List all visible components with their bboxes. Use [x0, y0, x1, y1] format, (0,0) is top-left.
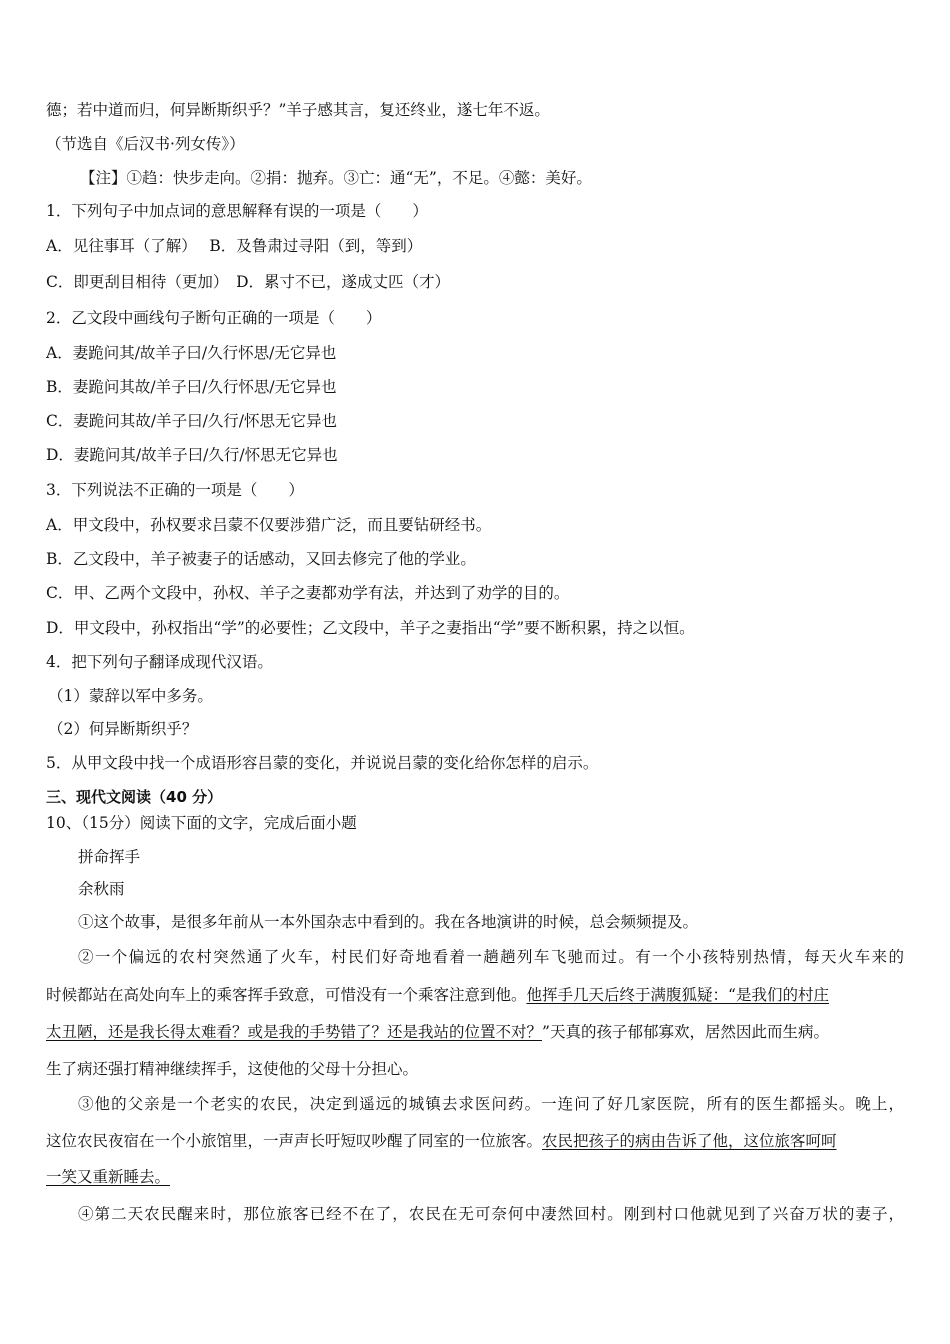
p2-underlined-text-cont: 太丑陋，还是我长得太难看？或是我的手势错了？还是我站的位置不对？	[46, 1023, 543, 1041]
article-author: 余秋雨	[78, 880, 125, 898]
question-3-option-b: B．乙文段中，羊子被妻子的话感动，又回去修完了他的学业。	[46, 550, 476, 568]
article-paragraph-1: ①这个故事，是很多年前从一本外国杂志中看到的。我在各地演讲的时候，总会频频提及。	[78, 913, 699, 931]
article-paragraph-4-line-1: ④第二天农民醒来时，那位旅客已经不在了，农民在无可奈何中凄然回村。刚到村口他就见到了兴奋万状的妻子，	[78, 1205, 904, 1223]
question-3-option-d: D．甲文段中，孙权指出“学”的必要性；乙文段中，羊子之妻指出“学”要不断积累，持之以恒。	[46, 619, 695, 637]
question-4-sentence-2: （2）何异断斯织乎？	[48, 720, 198, 738]
question-10-stem: 10、（15分）阅读下面的文字，完成后面小题	[46, 814, 357, 832]
question-2-option-a: A．妻跪问其/故羊子曰/久行怀思/无它异也	[46, 344, 337, 362]
passage-source: （节选自《后汉书·列女传》）	[46, 135, 245, 153]
question-2-option-b: B．妻跪问其故/羊子曰/久行怀思/无它异也	[46, 378, 337, 396]
p3-underlined-text: 农民把孩子的病由告诉了他，这位旅客呵呵	[542, 1132, 837, 1150]
p3-plain-text: 这位农民夜宿在一个小旅馆里，一声声长吁短叹吵醒了同室的一位旅客。	[46, 1132, 543, 1150]
question-3-option-a: A．甲文段中，孙权要求吕蒙不仅要涉猎广泛，而且要钻研经书。	[46, 516, 492, 534]
question-5: 5．从甲文段中找一个成语形容吕蒙的变化，并说说吕蒙的变化给你怎样的启示。	[46, 754, 599, 772]
article-paragraph-2-line-2	[46, 984, 829, 1006]
article-paragraph-3-line-2	[46, 1130, 837, 1152]
article-title: 拼命挥手	[78, 848, 141, 866]
question-3-option-c: C．甲、乙两个文段中，孙权、羊子之妻都劝学有法，并达到了劝学的目的。	[46, 584, 570, 602]
question-2-stem: 2．乙文段中画线句子断句正确的一项是（ ）	[46, 309, 382, 327]
section-3-heading: 三、现代文阅读（40 分）	[46, 788, 223, 806]
question-4-stem: 4．把下列句子翻译成现代汉语。	[46, 653, 273, 671]
passage-tail: 德；若中道而归，何异断斯织乎？”羊子感其言，复还终业，遂七年不返。	[46, 101, 550, 119]
question-1-options-ab: A．见往事耳（了解） B．及鲁肃过寻阳（到，等到）	[46, 237, 423, 255]
article-paragraph-2-line-1: ②一个偏远的农村突然通了火车，村民们好奇地看着一趟趟列车飞驰而过。有一个小孩特别热情，每天火车来的	[78, 948, 904, 966]
question-3-stem: 3．下列说法不正确的一项是（ ）	[46, 481, 304, 499]
p2-plain-text: 时候都站在高处向车上的乘客挥手致意，可惜没有一个乘客注意到他。	[46, 986, 527, 1004]
article-paragraph-3-line-1: ③他的父亲是一个老实的农民，决定到遥远的城镇去求医问药。一连问了好几家医院，所有的医生都摇头。晚上，	[78, 1095, 904, 1113]
question-2-option-c: C．妻跪问其故/羊子曰/久行/怀思无它异也	[46, 412, 338, 430]
p2-plain-text-cont: ”天真的孩子郁郁寡欢，居然因此而生病。	[542, 1023, 829, 1041]
article-paragraph-2-line-3	[46, 1021, 829, 1043]
question-1-options-cd: C．即更刮目相待（更加） D．累寸不已，遂成丈匹（才）	[46, 273, 451, 291]
passage-note: 【注】①趋：快步走向。②捐：抛弃。③亡：通“无”，不足。④懿：美好。	[80, 169, 592, 187]
question-1-stem: 1．下列句子中加点词的意思解释有误的一项是（ ）	[46, 202, 428, 220]
article-paragraph-3-line-3	[46, 1166, 170, 1188]
p3-underlined-text-cont: 一笑又重新睡去。	[46, 1168, 171, 1186]
question-4-sentence-1: （1）蒙辞以军中多务。	[48, 687, 213, 705]
question-2-option-d: D．妻跪问其/故羊子曰/久行/怀思无它异也	[46, 446, 338, 464]
article-paragraph-2-line-4: 生了病还强打精神继续挥手，这使他的父母十分担心。	[46, 1060, 419, 1078]
p2-underlined-text: 他挥手几天后终于满腹狐疑：“是我们的村庄	[526, 986, 829, 1004]
